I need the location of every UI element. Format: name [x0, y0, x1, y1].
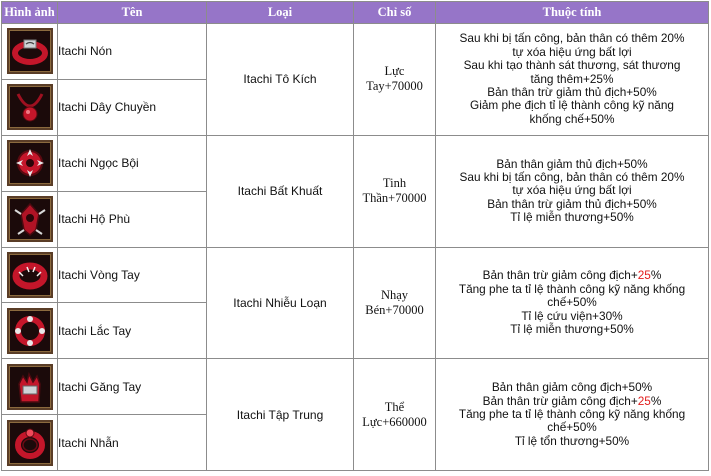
table-header-row — [2, 2, 709, 24]
attribute-text: Bản thân giảm thủ địch+50% — [496, 156, 648, 171]
set-attributes — [436, 24, 709, 136]
attribute-line — [436, 421, 708, 434]
bangle-icon — [7, 308, 53, 354]
item-name: Itachi Ngọc Bội — [58, 135, 207, 191]
header-attributes: Thuộc tính — [436, 2, 709, 24]
attribute-line — [436, 296, 708, 309]
set-stat: Nhạy Bén+70000 — [354, 247, 436, 359]
jade-pendant-icon — [7, 140, 53, 186]
attribute-text: Giảm phe địch tỉ lệ thành công kỹ năng — [470, 98, 674, 113]
item-name: Itachi Găng Tay — [58, 359, 207, 415]
highlight-value: 25 — [637, 393, 651, 408]
attribute-text: Bản thân trừ giảm công địch+ — [482, 393, 638, 408]
attribute-text: chế+50% — [547, 420, 597, 435]
attribute-text: tự xóa hiệu ứng bất lợi — [512, 44, 632, 59]
attribute-line — [436, 269, 708, 282]
attribute-text: Bản thân giảm công địch+50% — [491, 380, 653, 395]
item-image-cell — [2, 359, 58, 415]
attribute-line — [436, 59, 708, 72]
attribute-text: Tỉ lệ cứu viện+30% — [521, 308, 623, 323]
attribute-line — [436, 381, 708, 394]
attribute-text: tự xóa hiệu ứng bất lợi — [512, 183, 632, 198]
set-type: Itachi Tập Trung — [207, 359, 354, 471]
item-image-cell — [2, 303, 58, 359]
attribute-line — [436, 395, 708, 408]
attribute-line — [436, 408, 708, 421]
attribute-line — [436, 32, 708, 45]
header-stat: Chỉ số — [354, 2, 436, 24]
attribute-text: Bản thân trừ giảm thủ địch+50% — [487, 85, 657, 100]
set-type: Itachi Tô Kích — [207, 24, 354, 136]
highlight-value: 25 — [637, 268, 651, 283]
attribute-text: Sau khi bị tấn công, bản thân có thêm 20% — [459, 170, 685, 185]
attribute-line — [436, 198, 708, 211]
attribute-line — [436, 211, 708, 224]
attribute-line — [436, 323, 708, 336]
item-name: Itachi Nhẫn — [58, 415, 207, 471]
item-name: Itachi Nón — [58, 24, 207, 80]
attribute-line — [436, 86, 708, 99]
set-attributes — [436, 359, 709, 471]
table-row — [2, 24, 709, 80]
set-attributes — [436, 247, 709, 359]
set-type: Itachi Bất Khuất — [207, 135, 354, 247]
attribute-text: khống chế+50% — [529, 111, 615, 126]
item-name: Itachi Vòng Tay — [58, 247, 207, 303]
header-image: Hình ảnh — [2, 2, 58, 24]
attribute-line — [436, 73, 708, 86]
header-name: Tên — [58, 2, 207, 24]
item-name: Itachi Dây Chuyền — [58, 79, 207, 135]
item-name: Itachi Lắc Tay — [58, 303, 207, 359]
attribute-line — [436, 435, 708, 448]
necklace-icon — [7, 84, 53, 130]
headband-icon — [7, 28, 53, 74]
item-image-cell — [2, 24, 58, 80]
attribute-line — [436, 184, 708, 197]
attribute-text: Bản thân trừ giảm công địch+ — [482, 268, 638, 283]
item-image-cell — [2, 247, 58, 303]
attribute-text: Tăng phe ta tỉ lệ thành công kỹ năng khống — [458, 406, 686, 421]
attribute-text: tăng thêm+25% — [530, 71, 614, 86]
attribute-line — [436, 46, 708, 59]
attribute-text: Tăng phe ta tỉ lệ thành công kỹ năng khống — [458, 281, 686, 296]
attribute-line — [436, 113, 708, 126]
set-type: Itachi Nhiễu Loạn — [207, 247, 354, 359]
item-image-cell — [2, 135, 58, 191]
table-row — [2, 247, 709, 303]
bracelet-icon — [7, 252, 53, 298]
set-stat: Lực Tay+70000 — [354, 24, 436, 136]
table-row — [2, 359, 709, 415]
set-attributes — [436, 135, 709, 247]
attribute-text: Tỉ lệ miễn thương+50% — [510, 210, 634, 225]
attribute-text: Bản thân trừ giảm thủ địch+50% — [487, 196, 657, 211]
attribute-text: % — [650, 268, 662, 283]
attribute-text: chế+50% — [547, 295, 597, 310]
item-set-table — [1, 1, 709, 471]
attribute-text: % — [650, 393, 662, 408]
attribute-line — [436, 283, 708, 296]
header-type: Loại — [207, 2, 354, 24]
table-row — [2, 135, 709, 191]
glove-icon — [7, 364, 53, 410]
set-stat: Thể Lực+660000 — [354, 359, 436, 471]
set-stat: Tinh Thần+70000 — [354, 135, 436, 247]
item-image-cell — [2, 415, 58, 471]
attribute-text: Tỉ lệ tổn thương+50% — [514, 433, 630, 448]
attribute-line — [436, 171, 708, 184]
item-name: Itachi Hộ Phù — [58, 191, 207, 247]
item-image-cell — [2, 79, 58, 135]
amulet-icon — [7, 196, 53, 242]
attribute-line — [436, 310, 708, 323]
ring-icon — [7, 420, 53, 466]
attribute-text: Sau khi tạo thành sát thương, sát thương — [463, 58, 681, 73]
attribute-text: Sau khi bị tấn công, bản thân có thêm 20% — [459, 31, 685, 46]
attribute-line — [436, 158, 708, 171]
attribute-text: Tỉ lệ miễn thương+50% — [510, 321, 634, 336]
item-image-cell — [2, 191, 58, 247]
attribute-line — [436, 99, 708, 112]
